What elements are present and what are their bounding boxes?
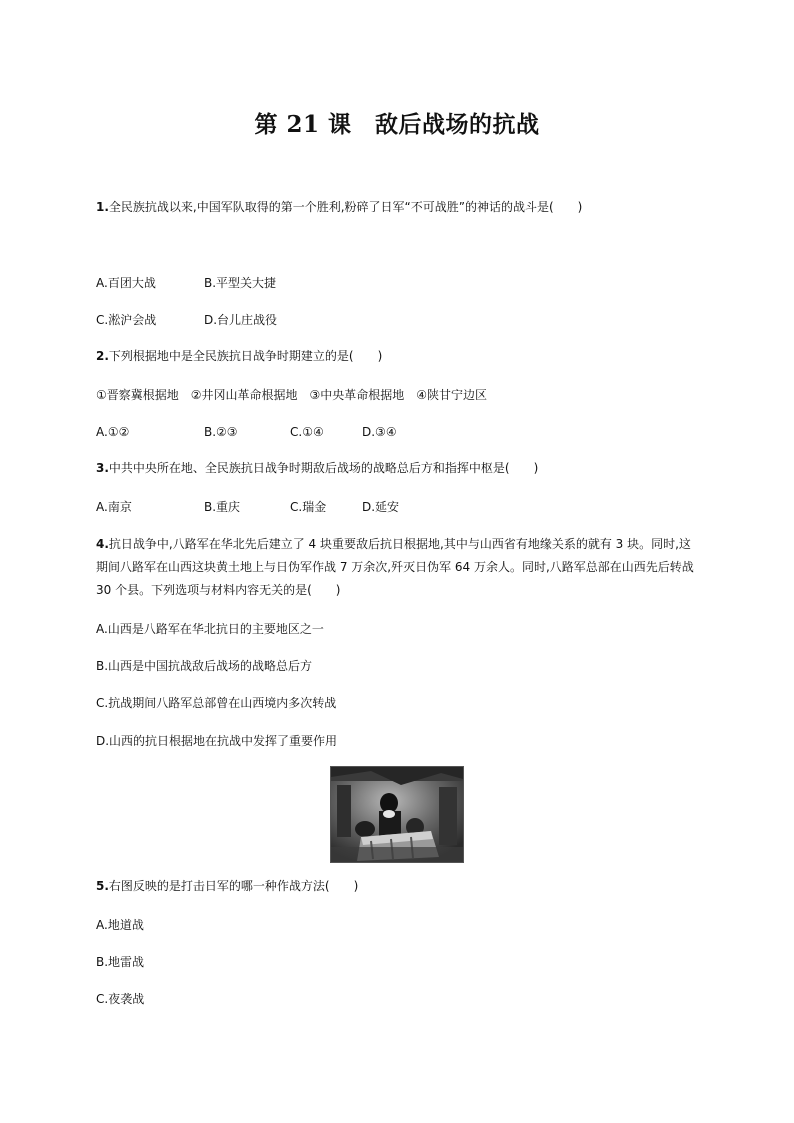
question-3-stem — [96, 461, 538, 475]
option-d: D.山西的抗日根据地在抗战中发挥了重要作用 — [96, 734, 338, 748]
question-text: 右图反映的是打击日军的哪一种作战方法( ) — [108, 879, 359, 893]
question-number: 3. — [96, 461, 109, 475]
question-1-options-row-2 — [96, 313, 277, 327]
option-a: A.地道战 — [96, 918, 144, 932]
option-c: C.①④ — [290, 425, 324, 439]
historical-photo-graphic — [331, 767, 463, 862]
option-c: C.抗战期间八路军总部曾在山西境内多次转战 — [96, 696, 337, 710]
option-b: B.平型关大捷 — [204, 276, 277, 290]
item-4: ④陕甘宁边区 — [416, 388, 488, 402]
question-2-options — [96, 425, 397, 439]
option-b: B.②③ — [204, 425, 238, 439]
option-b: B.重庆 — [204, 500, 241, 514]
question-5-stem — [96, 879, 358, 893]
question-number: 5. — [96, 879, 109, 893]
question-1-options-row-1 — [96, 276, 276, 290]
option-a: A.山西是八路军在华北抗日的主要地区之一 — [96, 622, 324, 636]
option-d: D.③④ — [362, 425, 397, 439]
option-c: C.夜袭战 — [96, 992, 145, 1006]
option-c: C.淞沪会战 — [96, 313, 157, 327]
item-3: ③中央革命根据地 — [309, 388, 405, 402]
question-3-options — [96, 500, 399, 514]
item-1: ①晋察冀根据地 — [96, 388, 179, 402]
item-2: ②井冈山革命根据地 — [190, 388, 298, 402]
historical-photo — [330, 766, 464, 863]
option-d: D.台儿庄战役 — [204, 313, 278, 327]
question-number: 2. — [96, 349, 109, 363]
question-4-stem-line-2: 期间八路军在山西这块黄土地上与日伪军作战 7 万余次,歼灭日伪军 64 万余人。同时,八路军总部在山西先后转战 — [96, 560, 694, 574]
question-text: 全民族抗战以来,中国军队取得的第一个胜利,粉碎了日军“不可战胜”的神话的战斗是( ) — [108, 200, 583, 214]
question-2-items — [96, 388, 487, 402]
option-a: A.南京 — [96, 500, 132, 514]
question-4-stem-line-3: 30 个县。下列选项与材料内容无关的是( ) — [96, 583, 341, 597]
option-a: A.百团大战 — [96, 276, 156, 290]
option-a: A.①② — [96, 425, 130, 439]
page-title: 第 21 课 敌后战场的抗战 — [254, 111, 540, 138]
question-1-stem — [96, 200, 582, 214]
question-2-stem — [96, 349, 382, 363]
question-number: 4. — [96, 537, 109, 551]
question-4-stem-line-1 — [96, 537, 691, 551]
question-text: 下列根据地中是全民族抗日战争时期建立的是( ) — [108, 349, 383, 363]
option-d: D.延安 — [362, 500, 400, 514]
option-b: B.地雷战 — [96, 955, 145, 969]
option-b: B.山西是中国抗战敌后战场的战略总后方 — [96, 659, 313, 673]
option-c: C.瑞金 — [290, 500, 327, 514]
question-text: 中共中央所在地、全民族抗日战争时期敌后战场的战略总后方和指挥中枢是( ) — [108, 461, 539, 475]
question-text: 抗日战争中,八路军在华北先后建立了 4 块重要敌后抗日根据地,其中与山西省有地缘关系的就有 3 块。同时,这 — [108, 537, 691, 551]
question-number: 1. — [96, 200, 109, 214]
